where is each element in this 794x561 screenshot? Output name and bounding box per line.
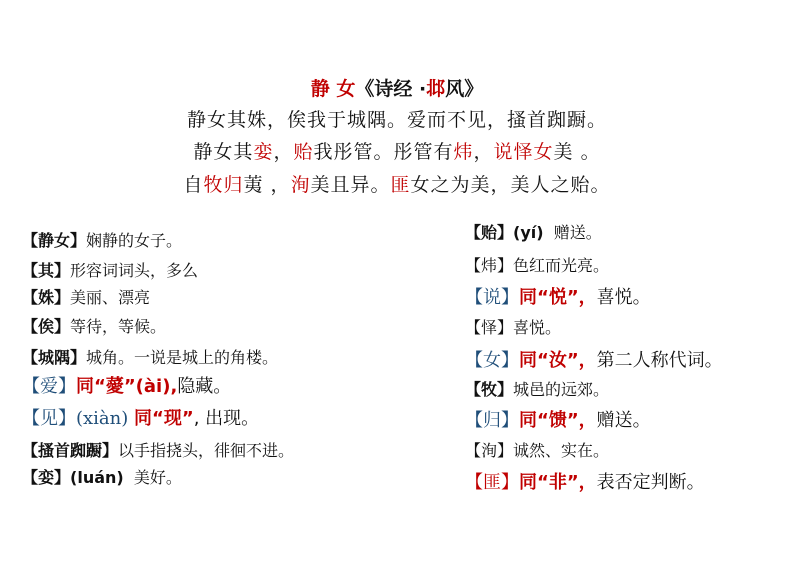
note-mu (465, 377, 609, 400)
note-text: 赠送。 (553, 223, 602, 242)
note-qi (22, 258, 198, 281)
note-luan (22, 465, 182, 488)
note-text: 第二人称代词。 (596, 350, 723, 371)
note-term: 【其】 (22, 261, 71, 280)
poem-line-3 (0, 170, 794, 197)
page-title (0, 74, 794, 101)
note-saoshou (22, 438, 294, 461)
note-term: 【见】 (22, 408, 76, 429)
poem-text: ， (273, 141, 294, 163)
poem-line-1: 静女其姝，俟我于城隅。爱而不见，搔首踟蹰。 (186, 109, 607, 131)
note-term: 【俟】 (22, 317, 71, 336)
note-text: 美丽、漂亮 (70, 288, 151, 307)
note-text: 等待，等候。 (70, 317, 167, 336)
note-term: 【匪】 (465, 472, 519, 493)
note-yi2 (465, 315, 561, 338)
title-section: 邶 (426, 78, 446, 100)
note-term: 【女】 (465, 350, 519, 371)
note-text: 隐藏。 (177, 376, 232, 397)
note-text: , 出现。 (193, 408, 260, 429)
poem-highlight: 贻 (293, 141, 314, 163)
note-fei (465, 468, 705, 494)
note-text: 喜悦。 (596, 287, 651, 308)
note-gui (465, 406, 651, 432)
note-same-as: 同“汝”， (519, 350, 597, 371)
note-ai (22, 372, 231, 398)
note-text: 娴静的女子。 (86, 231, 183, 250)
poem-highlight: 说怿女 (493, 141, 554, 163)
note-text: 城角。一说是城上的角楼。 (86, 348, 279, 367)
poem-text: 美且异。 (310, 174, 391, 196)
note-shuo (465, 283, 651, 309)
note-text: 美好。 (133, 468, 182, 487)
poem-highlight: 牧归 (203, 174, 244, 196)
note-term: 【归】 (465, 410, 519, 431)
note-text: 表否定判断。 (596, 472, 705, 493)
poem-text: 自 (183, 174, 204, 196)
note-same-as: 同“馈”， (519, 410, 597, 431)
note-text: 以手指挠头，徘徊不进。 (118, 441, 295, 460)
note-term: 【说】 (465, 287, 519, 308)
note-term: 【爱】 (22, 376, 76, 397)
note-term: 【城隅】 (22, 348, 87, 367)
note-term: 【炜】 (465, 256, 514, 275)
note-pinyin: (ài), (135, 376, 178, 397)
note-text: 形容词词头，多么 (70, 261, 199, 280)
poem-text: 静女其 (193, 141, 254, 163)
poem-text: 我彤管。彤管有 (313, 141, 454, 163)
note-wei (465, 253, 609, 276)
note-same-as: 同“薆” (76, 376, 136, 397)
note-term: 【贻】 (465, 223, 514, 242)
title-book: 《诗经 · (355, 78, 427, 100)
note-text: 诚然、实在。 (513, 441, 610, 460)
note-term: 【静女】 (22, 231, 87, 250)
poem-text: 女之为美，美人之贻。 (410, 174, 611, 196)
note-xian (22, 404, 259, 430)
note-term: 【洵】 (465, 441, 514, 460)
note-si (22, 314, 166, 337)
note-text: 色红而光亮。 (513, 256, 610, 275)
note-xun (465, 438, 609, 461)
poem-line-2 (0, 137, 794, 164)
note-text: 赠送。 (596, 410, 651, 431)
poem-text: 荑 ， (243, 174, 291, 196)
note-same-as: 同“现” (134, 408, 194, 429)
note-term: 【姝】 (22, 288, 71, 307)
note-pinyin: (luán) (70, 468, 124, 487)
note-pinyin: (xiàn) (76, 408, 129, 429)
note-term: 【怿】 (465, 318, 514, 337)
note-same-as: 同“非”， (519, 472, 597, 493)
note-term: 【牧】 (465, 380, 514, 399)
note-text: 城邑的远郊。 (513, 380, 610, 399)
note-jingnv (22, 228, 182, 251)
note-nv (465, 346, 723, 372)
poem-highlight: 娈 (253, 141, 274, 163)
poem-text: ， (473, 141, 494, 163)
note-chengyu (22, 345, 278, 368)
note-term: 【搔首踟蹰】 (22, 441, 119, 460)
note-term: 【娈】 (22, 468, 71, 487)
note-pinyin: (yí) (513, 223, 544, 242)
poem-text: 美 。 (553, 141, 601, 163)
title-main: 静 女 (310, 78, 356, 100)
poem-highlight: 洵 (290, 174, 311, 196)
title-section-rest: 风》 (445, 78, 484, 100)
note-same-as: 同“悦”， (519, 287, 597, 308)
poem-highlight: 匪 (390, 174, 411, 196)
poem-highlight: 炜 (453, 141, 474, 163)
note-yi (465, 220, 602, 243)
note-text: 喜悦。 (513, 318, 562, 337)
note-shu (22, 285, 150, 308)
